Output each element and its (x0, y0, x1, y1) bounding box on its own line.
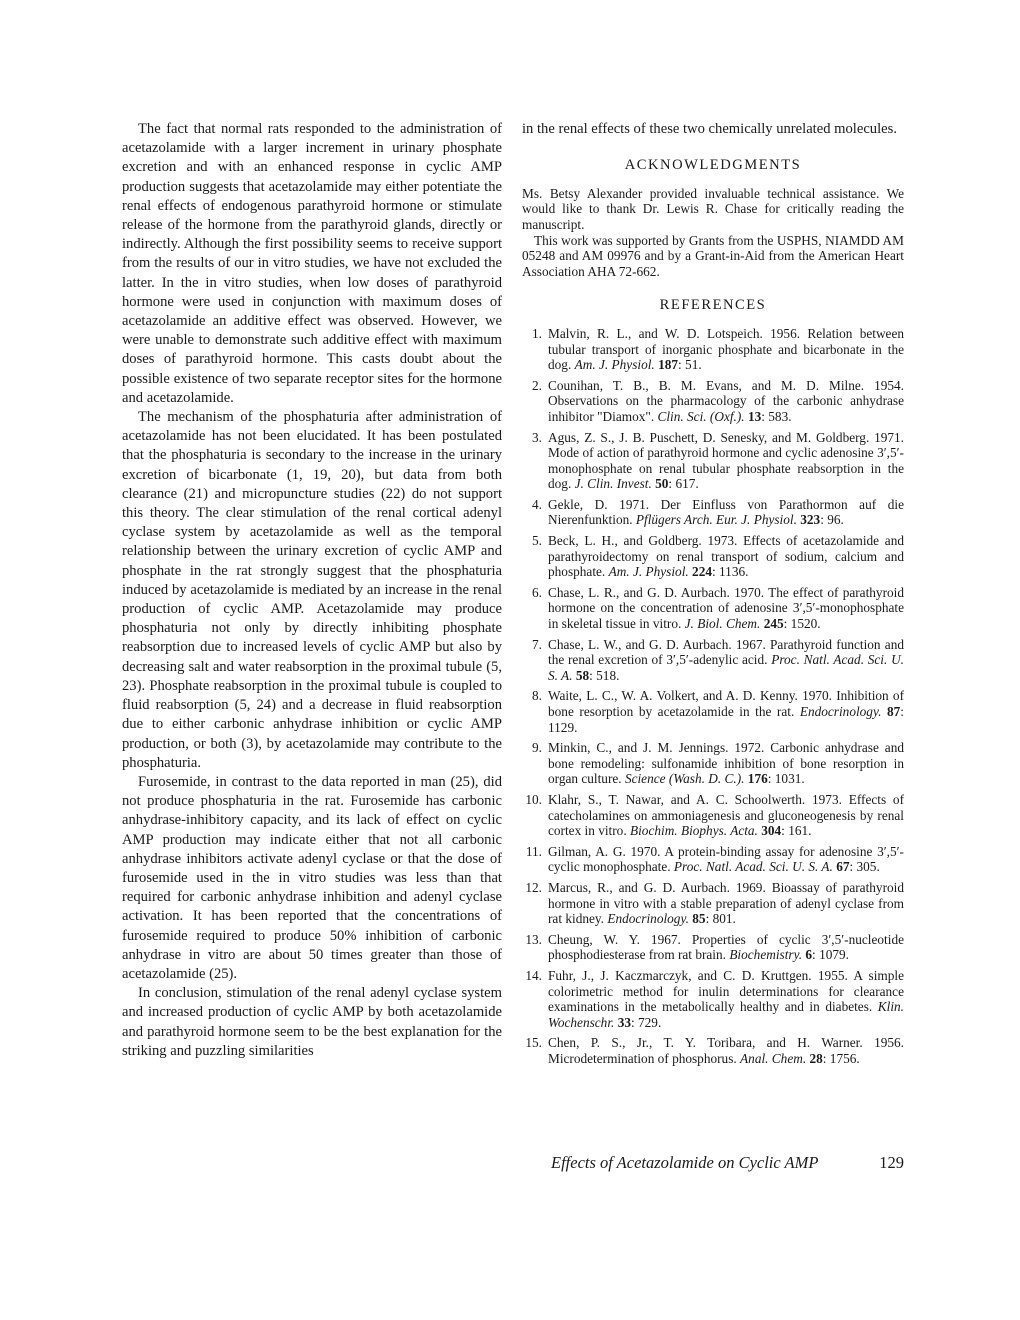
reference-pages: : 1079. (812, 947, 849, 963)
acknowledgment-paragraph: Ms. Betsy Alexander provided invaluable technical assistance. We would like to thank Dr. Lewis R. Chase for critically reading the manuscript. (522, 185, 904, 232)
reference-text: Klahr, S., T. Nawar, and A. C. Schoolwerth. 1973. Effects of catecholamines on ammoniagenesis and gluconeogenesis by renal cortex in vitro. (548, 791, 904, 839)
reference-pages: : 1031. (767, 771, 805, 787)
reference-journal: Am. J. Physiol. (574, 357, 655, 373)
reference-journal: Proc. Natl. Acad. Sci. U. S. A. (548, 652, 904, 683)
reference-volume: 323 (800, 512, 821, 528)
reference-volume: 13 (747, 408, 762, 424)
reference-text: Gekle, D. 1971. Der Einfluss von Parathormon auf die Nierenfunktion. (548, 496, 904, 528)
reference-item (522, 585, 904, 632)
reference-number: 12. (525, 879, 542, 895)
reference-item (522, 637, 904, 684)
reference-pages: : 305. (849, 859, 880, 875)
reference-pages: : 1756. (822, 1050, 860, 1066)
reference-journal: Biochim. Biophys. Acta. (629, 823, 758, 839)
reference-text: Chase, L. R., and G. D. Aurbach. 1970. The effect of parathyroid hormone on the concentration of adenosine 3′,5′-monophosphate in skeletal tissue in vitro. (548, 584, 904, 632)
reference-text: Marcus, R., and G. D. Aurbach. 1969. Bioassay of parathyroid hormone in vitro with a stable preparation of adenyl cyclase from rat kidney. (548, 879, 904, 927)
reference-text: Gilman, A. G. 1970. A protein-binding assay for adenosine 3′,5′-cyclic monophosphate. (548, 843, 904, 875)
reference-item (522, 1035, 904, 1066)
reference-volume: 87 (887, 704, 901, 720)
reference-number: 4. (532, 496, 542, 512)
reference-volume: 50 (655, 476, 669, 492)
reference-volume: 67 (836, 859, 850, 875)
reference-volume: 176 (747, 771, 768, 787)
reference-pages: : 583. (761, 408, 792, 424)
reference-journal: Klin. Wochenschr. (548, 999, 904, 1030)
reference-number: 2. (532, 377, 542, 393)
reference-number: 3. (532, 429, 542, 445)
reference-text: Cheung, W. Y. 1967. Properties of cyclic 3′,5′-nucleotide phosphodiesterase from rat brain. (548, 931, 904, 963)
references-heading: REFERENCES (659, 297, 767, 314)
reference-journal: Proc. Natl. Acad. Sci. U. S. A. (673, 859, 833, 875)
acknowledgments-heading: ACKNOWLEDGMENTS (624, 157, 802, 174)
reference-number: 6. (532, 584, 542, 600)
reference-number: 11. (525, 843, 542, 859)
reference-number: 9. (532, 740, 542, 756)
reference-number: 1. (532, 325, 542, 341)
reference-volume: 85 (692, 911, 706, 927)
reference-journal: Clin. Sci. (Oxf.). (657, 408, 745, 424)
reference-item (522, 533, 904, 580)
continuation-paragraph: in the renal effects of these two chemically unrelated molecules. (522, 121, 897, 137)
reference-volume: 224 (692, 564, 712, 580)
reference-volume: 245 (763, 616, 784, 632)
reference-text: Chase, L. W., and G. D. Aurbach. 1967. Parathyroid function and the renal excretion of 3′,5′-adenylic acid. (548, 636, 904, 668)
reference-journal: J. Clin. Invest. (574, 476, 652, 492)
reference-item (522, 378, 904, 425)
reference-number: 10. (525, 791, 542, 807)
body-paragraph-1: The fact that normal rats responded to the administration of acetazolamide with a larger increment in urinary phosphate excretion and with an enhanced response in cyclic AMP production suggests that acetazolamide may either potentiate the renal effects of endogenous parathyroid hormone or stimulate release of the hormone from the parathyroid glands, directly or indirectly. Although the first possibility seems to receive support from the results of our in vitro studies, we have not excluded the latter. In the in vitro studies, when low doses of parathyroid hormone were used in conjunction with maximum doses of acetazolamide an additive effect was observed. However, we were unable to demonstrate such additive effect with maximum doses of parathyroid hormone. This casts doubt about the possible existence of two separate receptor sites for the hormone and acetazolamide. (122, 121, 502, 406)
reference-number: 15. (525, 1035, 542, 1051)
reference-journal: Am. J. Physiol. (608, 564, 689, 580)
reference-number: 7. (532, 636, 542, 652)
reference-volume: 33 (617, 1014, 631, 1030)
funding-paragraph: This work was supported by Grants from the USPHS, NIAMDD AM 05248 and AM 09976 and by a Grant-in-Aid from the American Heart Association AHA 72-662. (522, 232, 904, 279)
body-paragraph-4: In conclusion, stimulation of the renal adenyl cyclase system and increased production of cyclic AMP by both acetazolamide and parathyroid hormone seem to be the best explanation for the striking and puzzling similarities (122, 985, 502, 1059)
reference-pages: : 729. (630, 1014, 662, 1030)
reference-item (522, 932, 904, 963)
reference-pages: : 801. (705, 911, 736, 927)
reference-volume: 28 (809, 1050, 823, 1066)
reference-item (522, 968, 904, 1030)
reference-journal: Science (Wash. D. C.). (624, 771, 745, 787)
reference-item (522, 688, 904, 735)
reference-text: Agus, Z. S., J. B. Puschett, D. Senesky, and M. Goldberg. 1971. Mode of action of parathyroid hormone and cyclic adenosine 3′,5′-monophosphate on renal tubular phosphate reabsorption in the dog. (548, 429, 904, 492)
reference-pages: : 96. (820, 512, 844, 528)
reference-journal: J. Biol. Chem. (684, 616, 761, 632)
reference-item (522, 880, 904, 927)
reference-item (522, 497, 904, 528)
reference-pages: : 1520. (783, 616, 821, 632)
reference-item (522, 326, 904, 373)
reference-pages: : 1136. (712, 564, 749, 580)
reference-text: Counihan, T. B., B. M. Evans, and M. D. Milne. 1954. Observations on the pharmacology of the carbonic anhydrase inhibitor "Diamox". (548, 377, 904, 424)
reference-number: 13. (525, 931, 542, 947)
reference-text: Waite, L. C., W. A. Volkert, and A. D. Kenny. 1970. Inhibition of bone resorption by acetazolamide in the rat. (548, 688, 904, 720)
reference-item (522, 740, 904, 787)
reference-volume: 187 (658, 357, 679, 373)
left-column (122, 120, 502, 1061)
references-list (522, 326, 904, 1067)
reference-journal: Anal. Chem. (740, 1050, 807, 1066)
reference-volume: 304 (761, 823, 782, 839)
page-footer (551, 1153, 904, 1173)
reference-journal: Biochemistry. (729, 947, 803, 963)
reference-pages: : 161. (781, 823, 812, 839)
reference-pages: : 51. (678, 357, 702, 373)
reference-pages: : 1129. (548, 704, 904, 735)
reference-pages: : 518. (589, 667, 620, 683)
acknowledgments-section (522, 186, 904, 280)
reference-item (522, 430, 904, 492)
reference-number: 14. (525, 967, 542, 983)
reference-journal: Pflügers Arch. Eur. J. Physiol. (635, 512, 797, 528)
reference-volume: 58 (575, 667, 590, 683)
body-paragraph-3: Furosemide, in contrast to the data reported in man (25), did not produce phosphaturia in the rat. Furosemide has carbonic anhydrase-inhibitory capacity, and its lack of effect on cyclic AMP production may indicate either that not all carbonic anhydrase inhibitors activate adenyl cyclase or that the dose of furosemide used in the in vitro studies was less than that required for carbonic anhydrase inhibition and adenyl cyclase activation. It has been reported that the concentrations of furosemide required to produce 50% inhibition of carbonic anhydrase in vitro are about 50 times greater than those of acetazolamide (25). (122, 773, 502, 982)
reference-number: 5. (532, 533, 542, 549)
reference-text: Malvin, R. L., and W. D. Lotspeich. 1956. Relation between tubular transport of inorganic phosphate and bicarbonate in the dog. (548, 325, 904, 373)
reference-text: Chen, P. S., Jr., T. Y. Toribara, and H. Warner. 1956. Microdetermination of phosphorus. (548, 1035, 904, 1066)
reference-text: Beck, L. H., and Goldberg. 1973. Effects of acetazolamide and parathyroidectomy on renal transport of sodium, calcium and phosphate. (548, 533, 904, 580)
reference-item (522, 792, 904, 839)
reference-journal: Endocrinology. (799, 704, 882, 720)
reference-text: Fuhr, J., J. Kaczmarczyk, and C. D. Kruttgen. 1955. A simple colorimetric method for inulin determinations for clearance examinations in the metabolically healthy and in diabetes. (548, 967, 904, 1015)
reference-journal: Endocrinology. (607, 911, 689, 927)
running-title: Effects of Acetazolamide on Cyclic AMP (551, 1153, 819, 1172)
right-column (522, 120, 904, 1071)
body-paragraph-2: The mechanism of the phosphaturia after administration of acetazolamide has not been elucidated. It has been postulated that the phosphaturia is secondary to the increase in the urinary excretion of bicarbonate (1, 19, 20), but data from both clearance (21) and micropuncture studies (22) do not support this theory. The clear stimulation of the renal cortical adenyl cyclase system by acetazolamide as well as the temporal relationship between the urinary excretion of cyclic AMP and phosphate in the rat strongly suggest that the phosphaturia induced by acetazolamide is mediated by an increase in the renal production of cyclic AMP. Acetazolamide may produce phosphaturia not only by directly inhibiting phosphate reabsorption due to increased levels of cyclic AMP but also by decreasing salt and water reabsorption in the proximal tubule (5, 23). Phosphate reabsorption in the proximal tubule is coupled to fluid reabsorption (5, 24) and a decrease in fluid reabsorption due to either carbonic anhydrase inhibition or cyclic AMP production, or both (3), by acetazolamide may contribute to the phosphaturia. (122, 409, 502, 771)
reference-pages: : 617. (668, 476, 699, 492)
reference-number: 8. (532, 688, 542, 704)
reference-volume: 6 (805, 947, 813, 963)
reference-text: Minkin, C., and J. M. Jennings. 1972. Carbonic anhydrase and bone remodeling: sulfonamide inhibition of bone resorption in organ culture. (548, 740, 904, 787)
page-number: 129 (879, 1153, 904, 1172)
reference-item (522, 844, 904, 875)
